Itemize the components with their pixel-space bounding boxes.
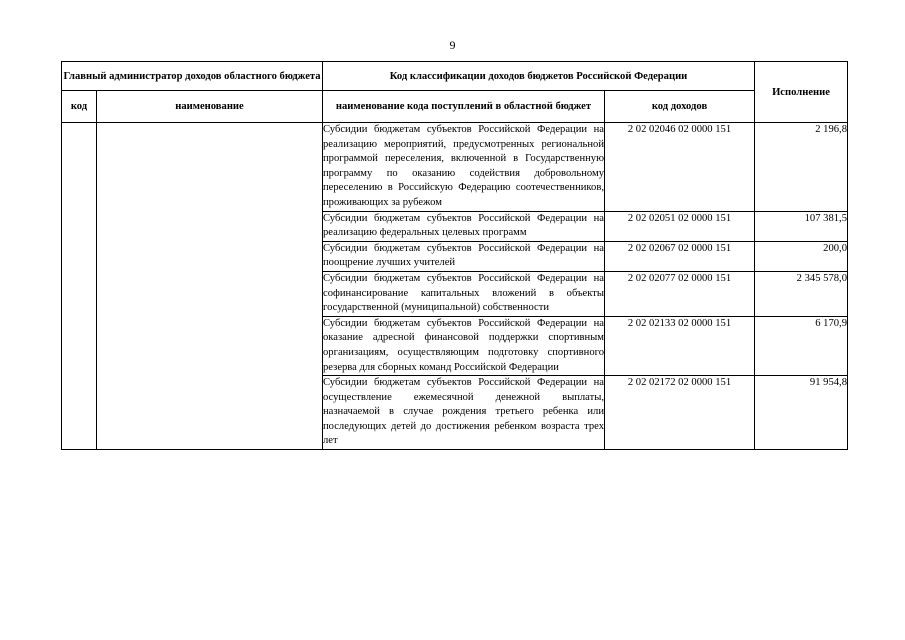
admin-name-cell bbox=[97, 123, 323, 450]
revenue-code: 2 02 02172 02 0000 151 bbox=[605, 376, 755, 450]
header-classification-group: Код классификации доходов бюджетов Российской Федерации bbox=[323, 62, 755, 91]
page-number: 9 bbox=[449, 38, 456, 52]
revenue-description-text: Субсидии бюджетам субъектов Российской Федерации на реализацию мероприятий, предусмотренных региональной программой переселения, включенной в Государственную программу по оказанию содействия добровольному переселению в Российскую Федерацию соотечественников, проживающих за рубежом bbox=[323, 124, 604, 208]
revenue-code: 2 02 02077 02 0000 151 bbox=[605, 271, 755, 316]
execution-amount: 91 954,8 bbox=[755, 376, 848, 450]
revenue-table bbox=[61, 61, 848, 450]
execution-amount: 200,0 bbox=[755, 241, 848, 271]
admin-code-cell bbox=[62, 123, 97, 450]
header-revenue-code: код доходов bbox=[605, 91, 755, 123]
execution-amount: 107 381,5 bbox=[755, 211, 848, 241]
header-code: код bbox=[62, 91, 97, 123]
revenue-description-text: Субсидии бюджетам субъектов Российской Федерации на софинансирование капитальных вложений в объекты государственной (муниципальной) собственности bbox=[323, 272, 604, 314]
revenue-code: 2 02 02046 02 0000 151 bbox=[605, 123, 755, 212]
revenue-description bbox=[323, 123, 605, 212]
revenue-code: 2 02 02133 02 0000 151 bbox=[605, 316, 755, 375]
header-revenue-name: наименование кода поступлений в областной бюджет bbox=[323, 91, 605, 123]
table-row bbox=[62, 123, 848, 212]
execution-amount: 2 196,8 bbox=[755, 123, 848, 212]
revenue-description bbox=[323, 211, 605, 241]
revenue-description bbox=[323, 376, 605, 450]
revenue-description bbox=[323, 271, 605, 316]
header-admin-group: Главный администратор доходов областного бюджета bbox=[62, 62, 323, 91]
revenue-code: 2 02 02051 02 0000 151 bbox=[605, 211, 755, 241]
revenue-description bbox=[323, 241, 605, 271]
revenue-description-text: Субсидии бюджетам субъектов Российской Федерации на поощрение лучших учителей bbox=[323, 242, 604, 269]
revenue-description-text: Субсидии бюджетам субъектов Российской Федерации на осуществление ежемесячной денежной выплаты, назначаемой в случае рождения третьего ребенка или последующих детей до достижения ребенком возраста трех лет bbox=[323, 377, 604, 447]
revenue-description-text: Субсидии бюджетам субъектов Российской Федерации на реализацию федеральных целевых программ bbox=[323, 212, 604, 239]
execution-amount: 6 170,9 bbox=[755, 316, 848, 375]
revenue-code: 2 02 02067 02 0000 151 bbox=[605, 241, 755, 271]
revenue-description-text: Субсидии бюджетам субъектов Российской Федерации на оказание адресной финансовой поддержки спортивным организациям, осуществляющим подготовку спортивного резерва для сборных команд Российской Федерации bbox=[323, 317, 604, 373]
revenue-description bbox=[323, 316, 605, 375]
header-name: наименование bbox=[97, 91, 323, 123]
execution-amount: 2 345 578,0 bbox=[755, 271, 848, 316]
header-execution: Исполнение bbox=[755, 62, 848, 123]
